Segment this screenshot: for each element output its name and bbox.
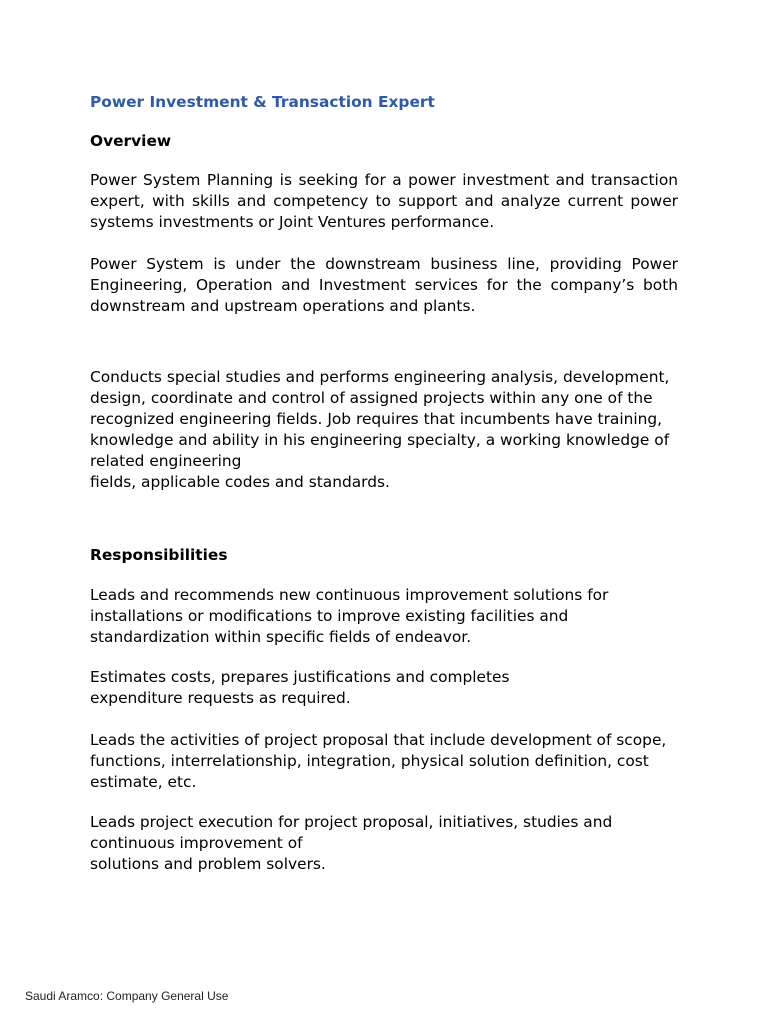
responsibility-item-4: Leads project execution for project proposal, initiatives, studies and continuous improvement of solutions and problem solvers. [90,813,613,873]
overview-paragraph-3: Conducts special studies and performs engineering analysis, development, design, coordinate and control of assigned projects within any one of the recognized engineering fields. Job requires that incumbents have training, knowledge and ability in his engineering specialty, a working knowledge of related engineering fields, applicable codes and standards. [90,368,670,491]
classification-footer: Saudi Aramco: Company General Use [25,989,229,1003]
overview-heading: Overview [90,132,172,150]
responsibility-item-1: Leads and recommends new continuous improvement solutions for installations or modifications to improve existing facilities and standardization within specific fields of endeavor. [90,586,609,646]
overview-paragraph-2: Power System is under the downstream business line, providing Power Engineering, Operation and Investment services for the company’s both downstream and upstream operations and plants. [90,255,678,315]
overview-paragraph-1: Power System Planning is seeking for a power investment and transaction expert, with skills and competency to support and analyze current power systems investments or Joint Ventures performance. [90,171,678,231]
responsibilities-heading: Responsibilities [90,546,228,564]
responsibility-item-3: Leads the activities of project proposal that include development of scope, functions, interrelationship, integration, physical solution definition, cost estimate, etc. [90,731,667,791]
job-title: Power Investment & Transaction Expert [90,93,435,111]
document-body [90,92,678,875]
responsibility-item-2: Estimates costs, prepares justifications and completes expenditure requests as required. [90,668,510,707]
